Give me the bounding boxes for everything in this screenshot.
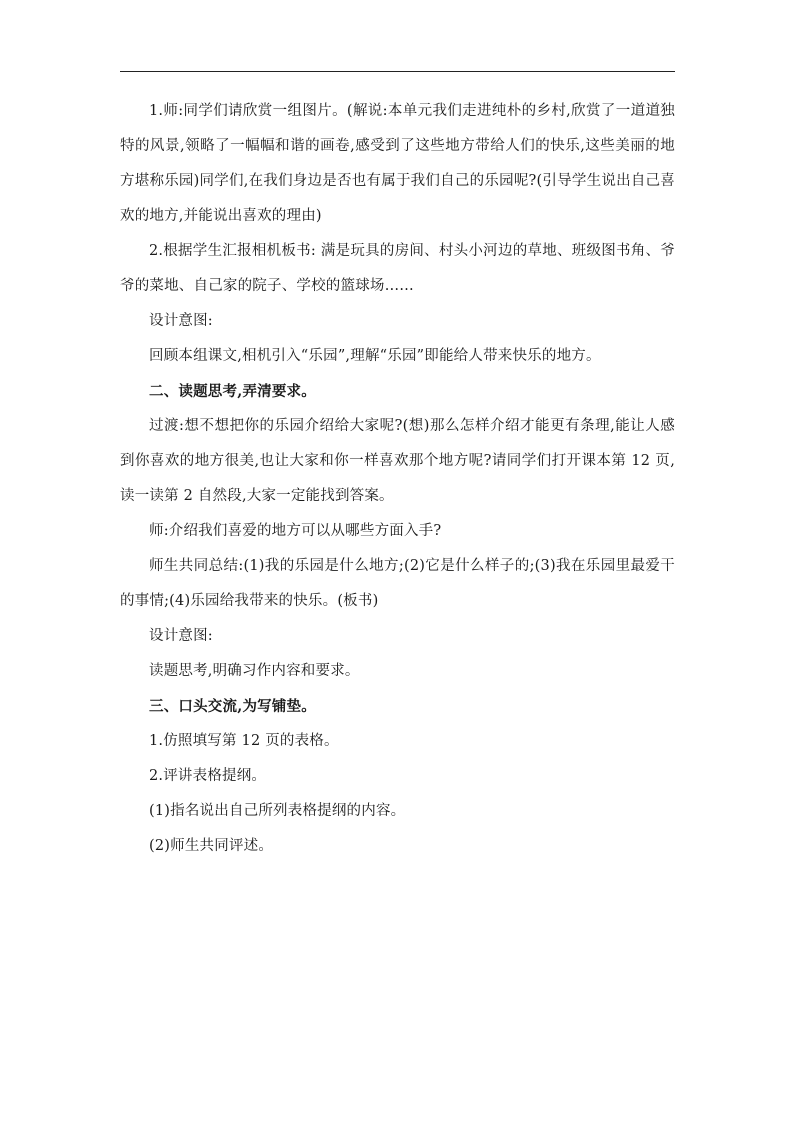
paragraph-intro-pictures: 1.师:同学们请欣赏一组图片。(解说:本单元我们走进纯朴的乡村,欣赏了一道道独特的风景,领略了一幅幅和谐的画卷,感受到了这些地方带给人们的快乐,这些美丽的地方堪称乐园)同学们,在我们身边是否也有属于我们自己的乐园呢?(引导学生说出自己喜欢的地方,并能说出喜欢的理由) xyxy=(120,103,675,224)
header-rule xyxy=(120,71,675,72)
paragraph-design-intent-label: 设计意图: xyxy=(149,313,213,329)
paragraph-review-outline: 2.评讲表格提纲。 xyxy=(149,768,267,784)
paragraph-sub-item-2: (2)师生共同评述。 xyxy=(149,838,274,854)
document-body xyxy=(120,94,675,864)
paragraph-fill-table: 1.仿照填写第 12 页的表格。 xyxy=(149,733,339,749)
section-heading-3: 三、口头交流,为写铺垫。 xyxy=(149,698,316,715)
paragraph-blackboard-notes: 2.根据学生汇报相机板书: 满是玩具的房间、村头小河边的草地、班级图书角、爷爷的菜地、自己家的院子、学校的篮球场…… xyxy=(120,243,675,294)
paragraph-sub-item-1: (1)指名说出自己所列表格提纲的内容。 xyxy=(149,803,406,819)
paragraph-summary: 师生共同总结:(1)我的乐园是什么地方;(2)它是什么样子的;(3)我在乐园里最爱干的事情;(4)乐园给我带来的快乐。(板书) xyxy=(120,558,675,609)
paragraph-design-intent-label-2: 设计意图: xyxy=(149,628,213,644)
paragraph-teacher-question: 师:介绍我们喜爱的地方可以从哪些方面入手? xyxy=(149,523,442,539)
paragraph-design-intent-2: 读题思考,明确习作内容和要求。 xyxy=(149,663,360,679)
section-heading-2: 二、读题思考,弄清要求。 xyxy=(149,383,316,400)
paragraph-transition: 过渡:想不想把你的乐园介绍给大家呢?(想)那么怎样介绍才能更有条理,能让人感到你喜欢的地方很美,也让大家和你一样喜欢那个地方呢?请同学们打开课本第 12 页,读一读第 2 自然段,大家一定能找到答案。 xyxy=(120,418,675,504)
paragraph-design-intent: 回顾本组课文,相机引入“乐园”,理解“乐园”即能给人带来快乐的地方。 xyxy=(149,348,601,364)
